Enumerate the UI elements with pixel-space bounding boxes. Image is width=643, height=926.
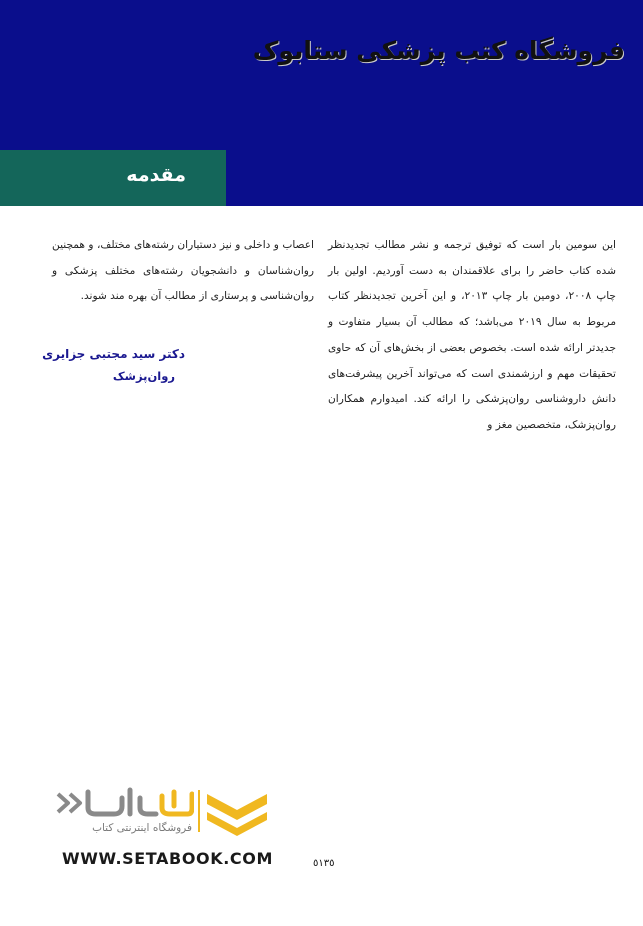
page-number: ٥١٣٥ — [313, 858, 335, 869]
intro-paragraph-2: اعصاب و داخلی و نیز دستیاران رشته‌های مختلف، و همچنین روان‌شناسان و دانشجویان رشته‌های مختلف پزشکی و روان‌شناسی و پرستاری از مطالب آن بهره مند شوند. — [52, 239, 314, 303]
section-title: مقدمه — [126, 164, 186, 186]
website-url: WWW.SETABOOK.COM — [62, 849, 273, 868]
section-heading-box — [0, 150, 226, 206]
setabook-wordmark-logo — [52, 786, 194, 820]
logo-tagline: فروشگاه اینترنتی کتاب — [92, 822, 192, 834]
intro-left-column — [52, 233, 314, 310]
intro-right-column — [328, 233, 616, 439]
book-chevron-icon — [205, 788, 269, 836]
intro-paragraph-1: این سومین بار است که توفیق ترجمه و نشر مطالب تجدیدنظر شده کتاب حاضر را برای علاقمندان به دست آوردیم. اولین بار چاپ ۲۰۰۸، دومین بار چاپ ۲۰۱۳، و این آخرین تجدیدنظر کتاب مربوط به سال ۲۰۱۹ می‌باشد؛ که مطالب آن بسیار متفاوت و جدیدتر ارائه شده است. بخصوص بعضی از بخش‌های آن که حاوی تحقیقات مهم و ارزشمندی است که می‌تواند آخرین پیشرفت‌های دانش داروشناسی روان‌پزشکی را ارائه کند. امیدوارم همکاران روان‌پزشک، متخصصین مغز و — [328, 239, 616, 431]
signature-block — [42, 343, 185, 387]
store-title: فروشگاه کتب پزشکی ستابوک — [252, 36, 625, 65]
logo-divider — [198, 790, 200, 832]
author-title: روان‌پزشک — [112, 369, 175, 383]
author-name: دکتر سید مجتبی جزایری — [42, 347, 185, 361]
